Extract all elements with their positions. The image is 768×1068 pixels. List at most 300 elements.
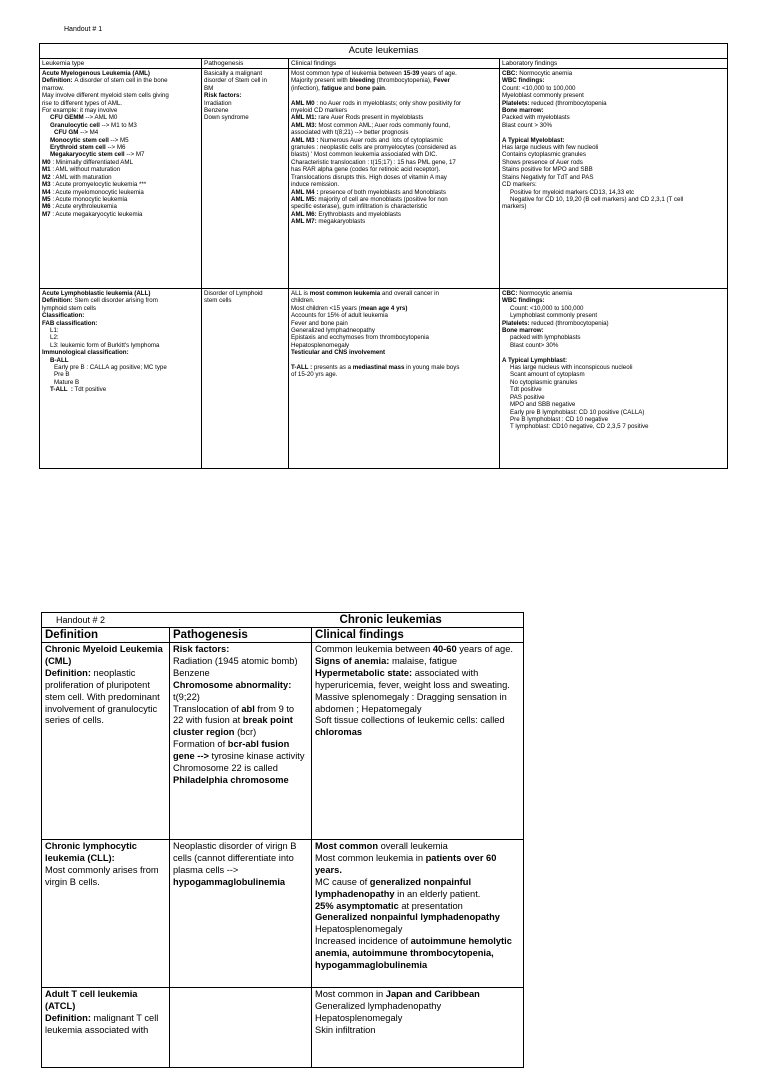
- text-line: [291, 151, 497, 158]
- text-run: involvement of granulocytic: [45, 703, 158, 714]
- bold-text: Chronic Myeloid Leukemia: [45, 644, 163, 654]
- text-line: [204, 100, 286, 107]
- text-line: [315, 912, 520, 924]
- text-line: [502, 114, 725, 121]
- text-run: Myeloblast commonly present: [502, 92, 584, 100]
- bold-text: Signs of anemia:: [315, 655, 390, 666]
- text-line: [173, 680, 308, 692]
- bold-text: leukemia (CLL):: [45, 852, 115, 863]
- bold-text: B-ALL: [50, 356, 69, 364]
- text-run: majority of cell are monoblasts (positive for non: [316, 195, 448, 203]
- text-line: [45, 865, 166, 877]
- bold-text: bcr-abl fusion: [227, 739, 290, 750]
- text-run: Most common AML; Auer rods commonly found,: [316, 121, 451, 129]
- text-line: [204, 297, 286, 304]
- text-line: [502, 100, 725, 107]
- text-line: [502, 379, 725, 386]
- text-run: T lymphoblast: CD10 negative, CD 2,3,5 7 positive: [510, 423, 649, 431]
- all-lab-cell: [500, 289, 728, 469]
- text-line: [173, 668, 308, 680]
- chronic-title-cell: [312, 613, 524, 628]
- text-run: : Acute erythroleukemia: [50, 203, 117, 211]
- text-line: [315, 989, 520, 1001]
- text-line: [291, 189, 497, 196]
- text-run: L2:: [50, 334, 59, 342]
- text-line: [502, 364, 725, 371]
- text-run: reduced (thrombocytopenia: [529, 99, 607, 107]
- text-run: packed with lymphoblasts: [510, 334, 581, 342]
- text-line: [502, 151, 725, 158]
- aml-pathogenesis-cell: [202, 69, 289, 289]
- bold-text: Megakaryocytic stem cell: [50, 151, 125, 159]
- table-row-aml: [40, 69, 728, 289]
- text-run: granules : neoplastic cells are promyelocytes (considered as: [291, 144, 457, 152]
- text-line: [42, 342, 199, 349]
- bold-text: fatigue: [321, 84, 342, 92]
- bold-text: M0: [42, 158, 51, 166]
- text-line: [291, 290, 497, 297]
- text-run: For example: it may involve: [42, 107, 118, 115]
- text-run: Most children <15 years (: [291, 304, 361, 312]
- text-line: [42, 312, 199, 319]
- all-pathogenesis-cell: [202, 289, 289, 469]
- text-line: [502, 320, 725, 327]
- text-line: [315, 936, 520, 948]
- atcl-pathogenesis-cell: [170, 988, 312, 1068]
- text-line: [315, 727, 520, 739]
- text-line: [502, 297, 725, 304]
- bold-text: WBC findings:: [502, 297, 545, 305]
- bold-text: Acute Lymphoblastic leukemia (ALL): [42, 290, 151, 297]
- bold-text: Risk factors:: [204, 92, 242, 100]
- bold-text: patients over 60: [425, 852, 497, 863]
- bold-text: CFU GM: [54, 129, 79, 137]
- text-run: series of cells.: [45, 715, 104, 726]
- text-run: Count: <10,000 to 100,000: [510, 304, 584, 312]
- text-run: Epistaxis and ecchymoses from thrombocytopenia: [291, 334, 429, 342]
- text-line: [291, 166, 497, 173]
- text-line: [315, 901, 520, 913]
- text-line: [291, 174, 497, 181]
- text-run: CD markers:: [502, 181, 537, 189]
- text-run: Early pre B : CALLA ag positive; MC type: [54, 364, 167, 372]
- text-line: [42, 77, 199, 84]
- text-line: [502, 129, 725, 136]
- text-line: [173, 656, 308, 668]
- text-run: Most common in: [315, 989, 386, 999]
- bold-text: Immunological classification:: [42, 349, 129, 357]
- header-clinical-findings: Clinical findings: [289, 59, 500, 69]
- text-run: [502, 129, 504, 136]
- text-line: [291, 196, 497, 203]
- bold-text: Granulocytic cell: [50, 121, 100, 129]
- text-run: --> M5: [108, 136, 129, 144]
- text-run: presence of both myeloblasts and Monoblasts: [318, 188, 446, 196]
- text-line: [291, 218, 497, 225]
- text-line: [42, 92, 199, 99]
- text-line: [291, 144, 497, 151]
- text-run: virgin B cells.: [45, 876, 100, 887]
- text-line: [291, 211, 497, 218]
- bold-text: M2: [42, 173, 51, 181]
- text-line: [502, 166, 725, 173]
- text-run: hyperuricemia, fever, weight loss and sweating.: [315, 679, 510, 690]
- bold-text: M3: [42, 181, 51, 189]
- text-line: [45, 841, 166, 853]
- text-run: PAS positive: [510, 393, 545, 401]
- text-line: [42, 297, 199, 304]
- text-run: Count: <10,000 to 100,000: [502, 84, 576, 92]
- table-row-cll: [42, 840, 524, 988]
- bold-text: mean age 4 yrs): [360, 304, 408, 312]
- text-line: [42, 371, 199, 378]
- text-run: .: [384, 84, 387, 92]
- text-line: [42, 364, 199, 371]
- bold-text: Acute Myelogenous Leukemia (AML): [42, 70, 150, 77]
- text-line: [42, 327, 199, 334]
- text-line: [315, 853, 520, 865]
- text-line: [173, 775, 308, 787]
- text-run: children.: [291, 297, 315, 305]
- text-line: [173, 715, 308, 727]
- bold-text: 15-39: [403, 70, 420, 77]
- text-line: [315, 924, 520, 936]
- text-run: : Minimally differentiated AML: [50, 158, 134, 166]
- text-line: [45, 853, 166, 865]
- text-run: Normocytic anemia: [517, 70, 573, 77]
- text-line: [42, 189, 199, 196]
- text-run: Has large nucleus with few nucleoli: [502, 144, 599, 152]
- text-line: [42, 122, 199, 129]
- bold-text: generalized nonpainful: [369, 876, 472, 887]
- text-run: Generalized lymphadenopathy: [315, 1000, 442, 1011]
- bold-text: Most common: [315, 841, 379, 851]
- bold-text: A Typical Myeloblast:: [502, 136, 565, 144]
- table-row-cml: [42, 643, 524, 840]
- text-run: May involve different myeloid stem cells giving: [42, 92, 169, 100]
- text-run: : Acute myelomonocytic leukemia: [50, 188, 144, 196]
- text-line: [502, 122, 725, 129]
- chronic-leukemias-title: Chronic leukemias: [339, 614, 442, 626]
- all-clinical-cell: [289, 289, 500, 469]
- text-line: [42, 386, 199, 393]
- text-line: [315, 841, 520, 853]
- text-run: blasts) ' Most common leukemia associated with DIC.: [291, 151, 438, 159]
- text-line: [42, 166, 199, 173]
- text-run: stem cells: [204, 297, 232, 305]
- handout-2-cell: [42, 613, 312, 628]
- bold-text: T-ALL :: [291, 364, 313, 372]
- text-line: [291, 327, 497, 334]
- bold-text: (ATCL): [45, 1000, 76, 1011]
- bold-text: Definition:: [45, 667, 91, 678]
- text-run: induce remission.: [291, 181, 340, 189]
- text-line: [291, 349, 497, 356]
- text-run: Hepatosplenomegaly: [315, 1012, 403, 1023]
- text-run: MC cause of: [315, 876, 370, 887]
- text-line: [291, 181, 497, 188]
- bold-text: hypogammaglobulinemia: [173, 876, 286, 887]
- cll-pathogenesis-cell: [170, 840, 312, 988]
- text-line: [291, 297, 497, 304]
- text-line: [42, 211, 199, 218]
- text-run: L3: leukemic form of Burkitt's lymphoma: [50, 341, 160, 349]
- text-line: [45, 877, 166, 889]
- text-run: Stem cell disorder arising from: [72, 297, 158, 305]
- cll-clinical-cell: [312, 840, 524, 988]
- text-run: No cytoplasmic granules: [510, 378, 578, 386]
- text-line: [42, 137, 199, 144]
- text-run: Tdt positive: [72, 386, 107, 394]
- text-run: Translocation of: [173, 703, 242, 714]
- bold-text: 40-60: [432, 644, 457, 654]
- text-run: Tdt positive: [510, 386, 542, 394]
- bold-text: Adult T cell leukemia: [45, 989, 138, 999]
- text-line: [315, 692, 520, 704]
- text-line: [502, 327, 725, 334]
- text-line: [291, 100, 497, 107]
- text-line: [173, 853, 308, 865]
- text-run: plasma cells -->: [173, 864, 239, 875]
- text-run: Common leukemia between: [315, 644, 433, 654]
- text-run: Early pre B lymphoblast: CD 10 positive (CALLA): [510, 408, 645, 416]
- text-line: [291, 305, 497, 312]
- text-run: associated with: [412, 667, 479, 678]
- text-run: (bcr): [234, 727, 257, 738]
- bold-text: A Typical Lymphblast:: [502, 356, 568, 364]
- header-pathogenesis: Pathogenesis: [170, 628, 312, 643]
- text-run: Increased incidence of: [315, 936, 411, 947]
- text-run: malaise, fatigue: [389, 655, 458, 666]
- bold-text: Definition:: [45, 1012, 91, 1023]
- text-run: reduced (thrombocytopenia): [529, 319, 609, 327]
- text-run: Down syndrome: [204, 114, 249, 122]
- text-line: [173, 751, 308, 763]
- text-run: from 9 to: [254, 703, 295, 714]
- text-line: [291, 203, 497, 210]
- text-run: at presentation: [398, 900, 463, 911]
- text-line: [315, 668, 520, 680]
- text-line: [42, 85, 199, 92]
- text-line: [42, 151, 199, 158]
- text-run: Massive splenomegaly : Dragging sensation in: [315, 691, 507, 702]
- text-line: [45, 989, 166, 1001]
- text-run: Benzene: [204, 107, 229, 115]
- text-line: [502, 181, 725, 188]
- bold-text: years.: [315, 864, 342, 875]
- text-line: [502, 159, 725, 166]
- text-line: [291, 137, 497, 144]
- bold-text: M6: [42, 203, 51, 211]
- bold-text: bone pain: [355, 84, 385, 92]
- text-run: Contains cytoplasmic granules: [502, 151, 586, 159]
- text-line: [502, 394, 725, 401]
- text-line: [173, 727, 308, 739]
- text-run: overall leukemia: [378, 841, 448, 851]
- text-run: in young male boys: [404, 364, 460, 372]
- bold-text: Japan and Caribbean: [385, 989, 480, 999]
- text-run: Soft tissue collections of leukemic cells: called: [315, 715, 505, 726]
- text-line: [315, 1025, 520, 1037]
- text-line: [502, 371, 725, 378]
- text-run: malignant T cell: [90, 1012, 159, 1023]
- text-run: (thrombocytopenia),: [374, 77, 434, 85]
- text-run: --> M7: [124, 151, 145, 159]
- text-run: Majority present with: [291, 77, 350, 85]
- bold-text: Bone marrow:: [502, 107, 544, 115]
- text-run: Hepatosplenomegaly: [315, 924, 403, 935]
- text-run: [291, 357, 293, 364]
- bold-text: chloromas: [315, 727, 363, 738]
- text-run: lymphoid stem cells: [42, 304, 96, 312]
- text-run: Chromosome 22 is called: [173, 763, 278, 774]
- bold-text: M4: [42, 188, 51, 196]
- text-run: Formation of: [173, 739, 228, 750]
- text-line: [45, 644, 166, 656]
- text-run: rise to different types of AML.: [42, 99, 123, 107]
- text-run: Positive for myeloid markers CD13, 14,33 etc: [510, 188, 635, 196]
- bold-text: AML M3 :: [291, 136, 319, 144]
- text-line: [42, 203, 199, 210]
- bold-text: autoimmune hemolytic: [410, 936, 512, 947]
- bold-text: Erythroid stem cell: [50, 144, 106, 152]
- text-run: proliferation of pluripotent: [45, 679, 150, 690]
- text-run: Hepatosplenomegaly: [291, 341, 350, 349]
- bold-text: mediastinal mass: [352, 364, 405, 372]
- bold-text: Risk factors:: [173, 644, 230, 654]
- bold-text: Platelets:: [502, 99, 530, 107]
- text-line: [315, 644, 520, 656]
- text-line: [291, 122, 497, 129]
- text-line: [173, 739, 308, 751]
- text-line: [45, 680, 166, 692]
- bold-text: AML M5:: [291, 195, 317, 203]
- text-line: [45, 715, 166, 727]
- text-line: [42, 159, 199, 166]
- text-run: in an elderly patient.: [394, 888, 481, 899]
- bold-text: T-ALL :: [50, 386, 73, 394]
- bold-text: Bone marrow:: [502, 327, 544, 335]
- bold-text: abl: [241, 703, 255, 714]
- text-run: tyrosine kinase activity: [208, 751, 305, 762]
- bold-text: anemia, autoimmune thrombocytopenia,: [315, 948, 494, 959]
- text-run: Most commonly arises from: [45, 864, 159, 875]
- text-run: : Acute promyelocytic leukemia ***: [50, 181, 147, 189]
- text-run: Most common type of leukemia between: [291, 70, 404, 77]
- bold-text: Chronic lymphocytic: [45, 841, 137, 851]
- text-run: Shows presence of Auer rods: [502, 158, 583, 166]
- text-run: [502, 349, 504, 356]
- text-line: [315, 1001, 520, 1013]
- atcl-clinical-cell: [312, 988, 524, 1068]
- text-line: [42, 181, 199, 188]
- text-line: [42, 320, 199, 327]
- atcl-definition-cell: [42, 988, 170, 1068]
- handout-2-label: Handout # 2: [56, 615, 106, 625]
- text-line: [502, 386, 725, 393]
- text-run: Negative for CD 10, 19,20 (B cell markers) and CD 2,3,1 (T cell: [510, 195, 684, 203]
- bold-text: gene -->: [173, 751, 209, 762]
- text-line: [502, 401, 725, 408]
- text-run: Neoplastic disorder of virign B: [173, 841, 297, 851]
- bold-text: AML M4 :: [291, 188, 319, 196]
- header-definition: Definition: [42, 628, 170, 643]
- text-run: Most common leukemia in: [315, 852, 426, 863]
- text-line: [502, 203, 725, 210]
- aml-clinical-cell: [289, 69, 500, 289]
- text-line: [291, 92, 497, 99]
- bold-text: Monocytic stem cell: [50, 136, 109, 144]
- text-line: [291, 334, 497, 341]
- text-line: [502, 357, 725, 364]
- text-run: stem cell. With predominant: [45, 691, 160, 702]
- text-run: leukemia associated with: [45, 1024, 149, 1035]
- text-line: [173, 877, 308, 889]
- text-line: [315, 704, 520, 716]
- text-run: Packed with myeloblasts: [502, 114, 570, 122]
- table-row-atcl: [42, 988, 524, 1068]
- text-run: cells (cannot differentiate into: [173, 852, 294, 863]
- text-line: [502, 312, 725, 319]
- text-line: [45, 656, 166, 668]
- bold-text: cluster region: [173, 727, 235, 738]
- text-run: Benzene: [173, 667, 210, 678]
- text-line: [291, 77, 497, 84]
- bold-text: 25% asymptomatic: [315, 900, 399, 911]
- text-line: [45, 668, 166, 680]
- text-line: [502, 85, 725, 92]
- text-line: [42, 100, 199, 107]
- bold-text: WBC findings:: [502, 77, 545, 85]
- bold-text: FAB classification:: [42, 319, 98, 327]
- text-line: [502, 334, 725, 341]
- text-line: [502, 349, 725, 356]
- text-run: years of age.: [419, 70, 457, 77]
- text-line: [315, 960, 520, 972]
- bold-text: Philadelphia chromosome: [173, 774, 289, 785]
- cml-definition-cell: [42, 643, 170, 840]
- text-line: [173, 692, 308, 704]
- handout-1-label: Handout # 1: [64, 26, 103, 33]
- text-run: markers): [502, 203, 527, 211]
- text-run: marrow.: [42, 84, 65, 92]
- text-line: [204, 77, 286, 84]
- text-run: Has large nucleus with inconspicous nucleoli: [510, 364, 633, 372]
- text-line: [502, 70, 725, 77]
- text-line: [502, 107, 725, 114]
- text-run: t(9;22): [173, 691, 200, 702]
- text-line: [502, 92, 725, 99]
- bold-text: M7: [42, 210, 51, 218]
- text-run: : AML without maturation: [50, 166, 121, 174]
- all-type-cell: [40, 289, 202, 469]
- aml-lab-cell: [500, 69, 728, 289]
- text-run: Stains positive for MPO and SBB: [502, 166, 593, 174]
- text-line: [502, 196, 725, 203]
- text-line: [291, 129, 497, 136]
- text-run: L1:: [50, 327, 59, 335]
- text-line: [315, 877, 520, 889]
- bold-text: CFU GEMM: [50, 114, 84, 122]
- text-run: Scant amount of cytoplasm: [510, 371, 585, 379]
- text-line: [45, 692, 166, 704]
- text-run: Generalized lymphadneopathy: [291, 327, 375, 335]
- text-run: Stains Negativly for TdT and PAS: [502, 173, 594, 181]
- text-line: [502, 416, 725, 423]
- bold-text: CBC:: [502, 70, 518, 77]
- bold-text: Fever: [433, 77, 450, 85]
- aml-type-cell: [40, 69, 202, 289]
